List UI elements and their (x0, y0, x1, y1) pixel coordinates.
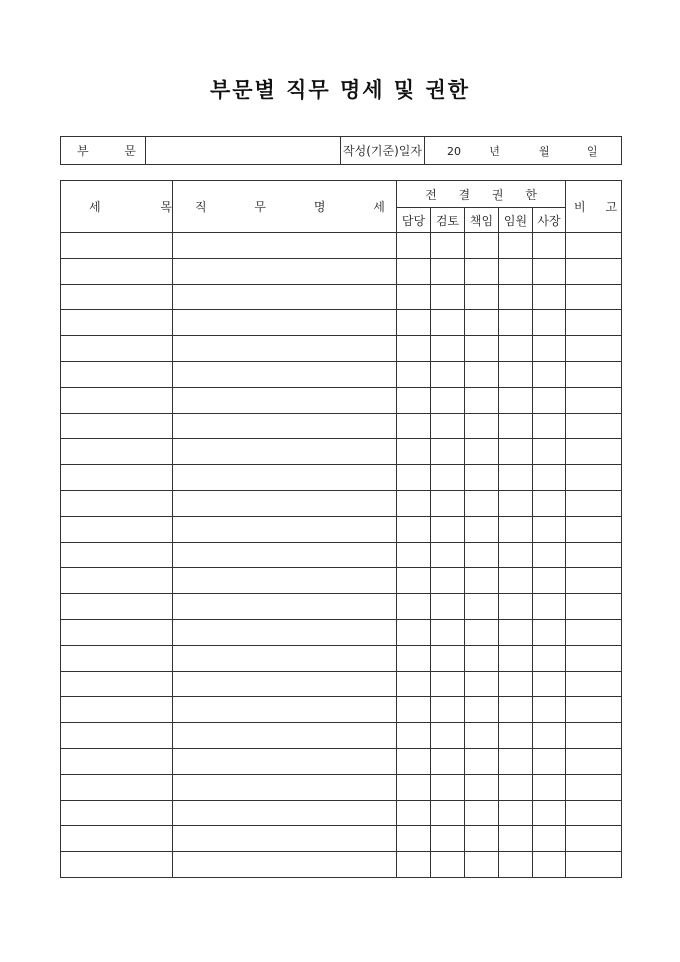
date-year-unit: 년 (489, 144, 500, 158)
description-cell[interactable] (173, 516, 397, 542)
table-row (61, 748, 622, 774)
responsible-cell[interactable] (465, 671, 499, 697)
table-row (61, 800, 622, 826)
staff-cell[interactable] (397, 594, 431, 620)
responsible-cell[interactable] (465, 233, 499, 259)
item-cell[interactable] (61, 800, 173, 826)
note-cell[interactable] (566, 336, 622, 362)
executive-cell[interactable] (499, 233, 533, 259)
note-cell[interactable] (566, 516, 622, 542)
staff-cell[interactable] (397, 697, 431, 723)
staff-cell[interactable] (397, 671, 431, 697)
president-cell[interactable] (533, 465, 566, 491)
item-cell[interactable] (61, 516, 173, 542)
description-cell[interactable] (173, 310, 397, 336)
authority-header-staff: 담당 (397, 208, 431, 233)
note-cell[interactable] (566, 697, 622, 723)
president-cell[interactable] (533, 387, 566, 413)
description-cell[interactable] (173, 594, 397, 620)
responsible-cell[interactable] (465, 852, 499, 878)
review-cell[interactable] (431, 516, 465, 542)
president-cell[interactable] (533, 748, 566, 774)
responsible-cell[interactable] (465, 619, 499, 645)
responsible-cell[interactable] (465, 258, 499, 284)
table-row (61, 774, 622, 800)
president-cell[interactable] (533, 852, 566, 878)
review-cell[interactable] (431, 439, 465, 465)
staff-cell[interactable] (397, 233, 431, 259)
date-field[interactable] (425, 137, 622, 165)
review-cell[interactable] (431, 284, 465, 310)
president-cell[interactable] (533, 258, 566, 284)
executive-cell[interactable] (499, 568, 533, 594)
item-cell[interactable] (61, 284, 173, 310)
table-row (61, 439, 622, 465)
review-cell[interactable] (431, 774, 465, 800)
note-cell[interactable] (566, 258, 622, 284)
column-header-authority: 전 결 권 한 (397, 181, 566, 208)
executive-cell[interactable] (499, 826, 533, 852)
authority-header-review: 검토 (431, 208, 465, 233)
executive-cell[interactable] (499, 723, 533, 749)
responsible-cell[interactable] (465, 465, 499, 491)
executive-cell[interactable] (499, 671, 533, 697)
note-cell[interactable] (566, 490, 622, 516)
staff-cell[interactable] (397, 645, 431, 671)
description-cell[interactable] (173, 697, 397, 723)
executive-cell[interactable] (499, 619, 533, 645)
column-header-item: 세 목 (61, 181, 173, 233)
note-cell[interactable] (566, 310, 622, 336)
president-cell[interactable] (533, 645, 566, 671)
executive-cell[interactable] (499, 852, 533, 878)
president-cell[interactable] (533, 697, 566, 723)
note-cell[interactable] (566, 800, 622, 826)
executive-cell[interactable] (499, 516, 533, 542)
description-cell[interactable] (173, 645, 397, 671)
executive-cell[interactable] (499, 594, 533, 620)
responsible-cell[interactable] (465, 748, 499, 774)
responsible-cell[interactable] (465, 387, 499, 413)
item-cell[interactable] (61, 568, 173, 594)
review-cell[interactable] (431, 542, 465, 568)
table-row (61, 465, 622, 491)
note-cell[interactable] (566, 619, 622, 645)
executive-cell[interactable] (499, 310, 533, 336)
dept-field[interactable] (146, 137, 341, 165)
staff-cell[interactable] (397, 465, 431, 491)
table-row (61, 723, 622, 749)
item-cell[interactable] (61, 439, 173, 465)
description-cell[interactable] (173, 361, 397, 387)
review-cell[interactable] (431, 852, 465, 878)
review-cell[interactable] (431, 826, 465, 852)
president-cell[interactable] (533, 439, 566, 465)
executive-cell[interactable] (499, 413, 533, 439)
table-row (61, 697, 622, 723)
review-cell[interactable] (431, 336, 465, 362)
authority-header-responsible: 책임 (465, 208, 499, 233)
table-row (61, 645, 622, 671)
description-cell[interactable] (173, 233, 397, 259)
item-cell[interactable] (61, 233, 173, 259)
note-cell[interactable] (566, 671, 622, 697)
date-label: 작성(기준)일자 (341, 137, 425, 165)
authority-header-president: 사장 (533, 208, 566, 233)
responsible-cell[interactable] (465, 336, 499, 362)
item-cell[interactable] (61, 774, 173, 800)
table-row (61, 387, 622, 413)
description-cell[interactable] (173, 826, 397, 852)
executive-cell[interactable] (499, 800, 533, 826)
description-cell[interactable] (173, 258, 397, 284)
review-cell[interactable] (431, 594, 465, 620)
description-cell[interactable] (173, 490, 397, 516)
president-cell[interactable] (533, 826, 566, 852)
president-cell[interactable] (533, 413, 566, 439)
president-cell[interactable] (533, 490, 566, 516)
table-row (61, 516, 622, 542)
responsible-cell[interactable] (465, 361, 499, 387)
note-cell[interactable] (566, 826, 622, 852)
table-row (61, 361, 622, 387)
executive-cell[interactable] (499, 387, 533, 413)
responsible-cell[interactable] (465, 439, 499, 465)
date-month-unit: 월 (539, 144, 550, 158)
executive-cell[interactable] (499, 645, 533, 671)
executive-cell[interactable] (499, 774, 533, 800)
description-cell[interactable] (173, 284, 397, 310)
president-cell[interactable] (533, 568, 566, 594)
executive-cell[interactable] (499, 465, 533, 491)
responsible-cell[interactable] (465, 774, 499, 800)
note-cell[interactable] (566, 723, 622, 749)
staff-cell[interactable] (397, 490, 431, 516)
description-cell[interactable] (173, 568, 397, 594)
review-cell[interactable] (431, 310, 465, 336)
staff-cell[interactable] (397, 284, 431, 310)
review-cell[interactable] (431, 258, 465, 284)
note-cell[interactable] (566, 439, 622, 465)
president-cell[interactable] (533, 723, 566, 749)
note-cell[interactable] (566, 568, 622, 594)
description-cell[interactable] (173, 774, 397, 800)
note-cell[interactable] (566, 361, 622, 387)
description-cell[interactable] (173, 387, 397, 413)
staff-cell[interactable] (397, 542, 431, 568)
description-cell[interactable] (173, 619, 397, 645)
item-cell[interactable] (61, 361, 173, 387)
item-cell[interactable] (61, 465, 173, 491)
executive-cell[interactable] (499, 748, 533, 774)
table-row (61, 568, 622, 594)
table-row (61, 542, 622, 568)
staff-cell[interactable] (397, 826, 431, 852)
responsible-cell[interactable] (465, 490, 499, 516)
review-cell[interactable] (431, 568, 465, 594)
note-cell[interactable] (566, 465, 622, 491)
review-cell[interactable] (431, 800, 465, 826)
table-row (61, 619, 622, 645)
description-cell[interactable] (173, 465, 397, 491)
description-cell[interactable] (173, 542, 397, 568)
item-cell[interactable] (61, 336, 173, 362)
review-cell[interactable] (431, 413, 465, 439)
description-cell[interactable] (173, 336, 397, 362)
table-row (61, 233, 622, 259)
president-cell[interactable] (533, 594, 566, 620)
review-cell[interactable] (431, 671, 465, 697)
authority-header-executive: 임원 (499, 208, 533, 233)
table-body (61, 233, 622, 878)
table-row (61, 671, 622, 697)
president-cell[interactable] (533, 542, 566, 568)
staff-cell[interactable] (397, 439, 431, 465)
table-row (61, 490, 622, 516)
item-cell[interactable] (61, 542, 173, 568)
item-cell[interactable] (61, 697, 173, 723)
column-header-description: 직 무 명 세 (173, 181, 397, 233)
table-row (61, 258, 622, 284)
item-cell[interactable] (61, 645, 173, 671)
review-cell[interactable] (431, 645, 465, 671)
description-cell[interactable] (173, 748, 397, 774)
executive-cell[interactable] (499, 490, 533, 516)
president-cell[interactable] (533, 310, 566, 336)
table-row (61, 336, 622, 362)
review-cell[interactable] (431, 490, 465, 516)
item-cell[interactable] (61, 826, 173, 852)
description-cell[interactable] (173, 852, 397, 878)
note-cell[interactable] (566, 852, 622, 878)
note-cell[interactable] (566, 542, 622, 568)
executive-cell[interactable] (499, 284, 533, 310)
review-cell[interactable] (431, 619, 465, 645)
note-cell[interactable] (566, 284, 622, 310)
table-row (61, 594, 622, 620)
item-cell[interactable] (61, 723, 173, 749)
responsible-cell[interactable] (465, 645, 499, 671)
staff-cell[interactable] (397, 723, 431, 749)
staff-cell[interactable] (397, 800, 431, 826)
staff-cell[interactable] (397, 258, 431, 284)
responsible-cell[interactable] (465, 800, 499, 826)
item-cell[interactable] (61, 310, 173, 336)
duty-table (60, 180, 626, 878)
item-cell[interactable] (61, 387, 173, 413)
staff-cell[interactable] (397, 568, 431, 594)
president-cell[interactable] (533, 800, 566, 826)
executive-cell[interactable] (499, 336, 533, 362)
responsible-cell[interactable] (465, 310, 499, 336)
executive-cell[interactable] (499, 697, 533, 723)
note-cell[interactable] (566, 774, 622, 800)
responsible-cell[interactable] (465, 413, 499, 439)
note-cell[interactable] (566, 387, 622, 413)
staff-cell[interactable] (397, 361, 431, 387)
president-cell[interactable] (533, 671, 566, 697)
president-cell[interactable] (533, 361, 566, 387)
item-cell[interactable] (61, 748, 173, 774)
item-cell[interactable] (61, 413, 173, 439)
executive-cell[interactable] (499, 258, 533, 284)
date-day-unit: 일 (586, 144, 598, 158)
description-cell[interactable] (173, 439, 397, 465)
staff-cell[interactable] (397, 310, 431, 336)
review-cell[interactable] (431, 465, 465, 491)
item-cell[interactable] (61, 671, 173, 697)
review-cell[interactable] (431, 233, 465, 259)
responsible-cell[interactable] (465, 542, 499, 568)
table-row (61, 826, 622, 852)
president-cell[interactable] (533, 284, 566, 310)
item-cell[interactable] (61, 852, 173, 878)
staff-cell[interactable] (397, 748, 431, 774)
column-header-note: 비 고 (566, 181, 622, 233)
info-table (60, 136, 622, 165)
note-cell[interactable] (566, 233, 622, 259)
description-cell[interactable] (173, 800, 397, 826)
description-cell[interactable] (173, 413, 397, 439)
staff-cell[interactable] (397, 619, 431, 645)
page-title: 부문별 직무 명세 및 권한 (209, 77, 471, 102)
item-cell[interactable] (61, 594, 173, 620)
note-cell[interactable] (566, 594, 622, 620)
staff-cell[interactable] (397, 336, 431, 362)
table-row (61, 852, 622, 878)
item-cell[interactable] (61, 258, 173, 284)
executive-cell[interactable] (499, 439, 533, 465)
review-cell[interactable] (431, 723, 465, 749)
responsible-cell[interactable] (465, 516, 499, 542)
date-year-prefix: 20 (447, 144, 461, 158)
table-row (61, 310, 622, 336)
staff-cell[interactable] (397, 413, 431, 439)
responsible-cell[interactable] (465, 826, 499, 852)
review-cell[interactable] (431, 697, 465, 723)
item-cell[interactable] (61, 619, 173, 645)
executive-cell[interactable] (499, 542, 533, 568)
responsible-cell[interactable] (465, 723, 499, 749)
responsible-cell[interactable] (465, 697, 499, 723)
review-cell[interactable] (431, 748, 465, 774)
executive-cell[interactable] (499, 361, 533, 387)
president-cell[interactable] (533, 516, 566, 542)
note-cell[interactable] (566, 413, 622, 439)
table-row (61, 413, 622, 439)
description-cell[interactable] (173, 723, 397, 749)
note-cell[interactable] (566, 645, 622, 671)
staff-cell[interactable] (397, 387, 431, 413)
staff-cell[interactable] (397, 516, 431, 542)
staff-cell[interactable] (397, 852, 431, 878)
staff-cell[interactable] (397, 774, 431, 800)
dept-label: 부 문 (61, 137, 146, 165)
note-cell[interactable] (566, 748, 622, 774)
description-cell[interactable] (173, 671, 397, 697)
table-row (61, 284, 622, 310)
responsible-cell[interactable] (465, 594, 499, 620)
responsible-cell[interactable] (465, 568, 499, 594)
review-cell[interactable] (431, 361, 465, 387)
president-cell[interactable] (533, 774, 566, 800)
president-cell[interactable] (533, 619, 566, 645)
responsible-cell[interactable] (465, 284, 499, 310)
review-cell[interactable] (431, 387, 465, 413)
item-cell[interactable] (61, 490, 173, 516)
president-cell[interactable] (533, 233, 566, 259)
president-cell[interactable] (533, 336, 566, 362)
